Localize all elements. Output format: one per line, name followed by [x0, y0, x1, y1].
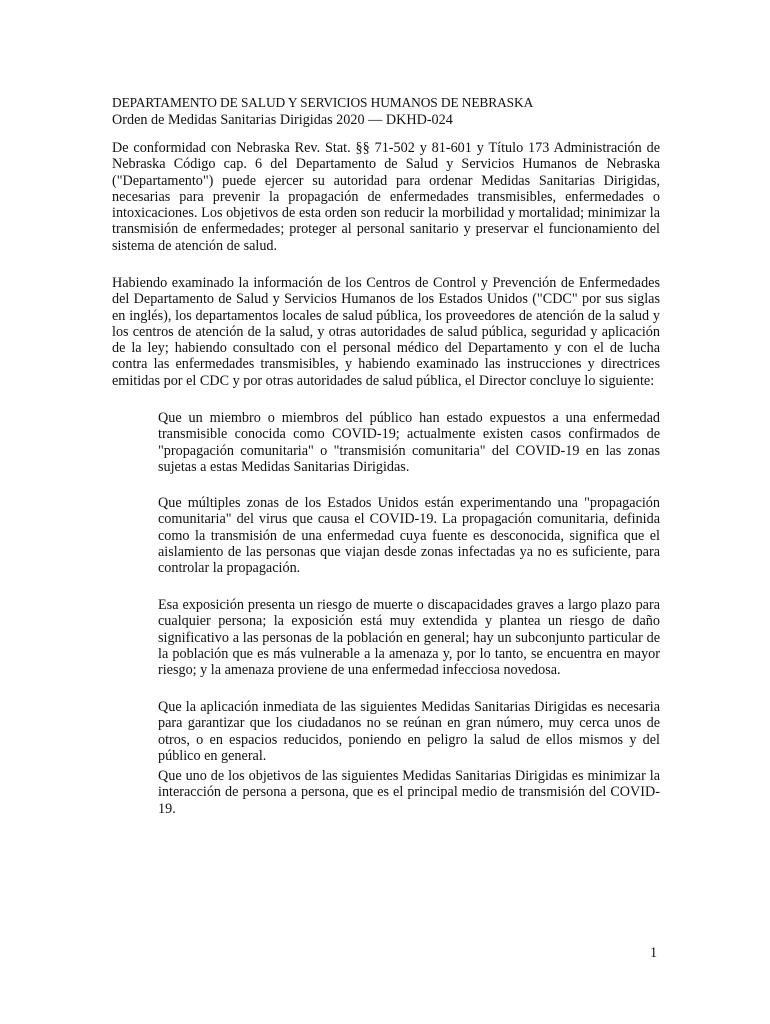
- finding-paragraph-2: Que múltiples zonas de los Estados Unidos están experimentando una "propagación comunitaria" del virus que causa el COVID-19. La propagación comunitaria, definida como la transmisión de una enfermedad cuya fuente es desconocida, significa que el aislamiento de las personas que viajan desde zonas infectadas ya no es suficiente, para controlar la propagación.: [158, 495, 660, 577]
- finding-paragraph-5: Que uno de los objetivos de las siguientes Medidas Sanitarias Dirigidas es minimizar la interacción de persona a persona, que es el principal medio de transmisión del COVID-19.: [158, 768, 660, 817]
- finding-paragraph-4: Que la aplicación inmediata de las siguientes Medidas Sanitarias Dirigidas es necesaria para garantizar que los ciudadanos no se reúnan en gran número, muy cerca unos de otros, o en espacios reducidos, poniendo en peligro la salud de ellos mismos y del público en general.: [158, 699, 660, 764]
- page-number: 1: [650, 945, 658, 961]
- department-title: DEPARTAMENTO DE SALUD Y SERVICIOS HUMANOS DE NEBRASKA: [112, 95, 534, 110]
- finding-paragraph-1: Que un miembro o miembros del público han estado expuestos a una enfermedad transmisible conocida como COVID-19; actualmente existen casos confirmados de "propagación comunitaria" o "transmisión comunitaria" del COVID-19 en las zonas sujetas a estas Medidas Sanitarias Dirigidas.: [158, 410, 660, 475]
- intro-paragraph: De conformidad con Nebraska Rev. Stat. §§ 71-502 y 81-601 y Título 173 Administración de Nebraska Código cap. 6 del Departamento de Salud y Servicios Humanos de Nebraska ("Departamento") puede ejercer su autoridad para ordenar Medidas Sanitarias Dirigidas, necesarias para prevenir la propagación de enfermedades transmisibles, enfermedades o intoxicaciones. Los objetivos de esta orden son reducir la morbilidad y mortalidad; minimizar la transmisión de enfermedades; proteger al personal sanitario y preservar el funcionamiento del sistema de atención de salud.: [112, 140, 660, 254]
- document-header: [112, 95, 660, 129]
- finding-paragraph-3: Esa exposición presenta un riesgo de muerte o discapacidades graves a largo plazo para cualquier persona; la exposición está muy extendida y plantea un riesgo de daño significativo a las personas de la población en general; hay un subconjunto particular de la población que es más vulnerable a la amenaza y, por lo tanto, se encuentra en mayor riesgo; y la amenaza proviene de una enfermedad infecciosa novedosa.: [158, 597, 660, 679]
- review-paragraph: Habiendo examinado la información de los Centros de Control y Prevención de Enfermedades del Departamento de Salud y Servicios Humanos de los Estados Unidos ("CDC" por sus siglas en inglés), los departamentos locales de salud pública, los proveedores de atención de la salud y los centros de atención de la salud, y otras autoridades de salud pública, seguridad y aplicación de la ley; habiendo consultado con el personal médico del Departamento y con el de lucha contra las enfermedades transmisibles, y habiendo examinado las instrucciones y directrices emitidas por el CDC y por otras autoridades de salud pública, el Director concluye lo siguiente:: [112, 275, 660, 389]
- order-title: Orden de Medidas Sanitarias Dirigidas 2020 — DKHD-024: [112, 112, 453, 129]
